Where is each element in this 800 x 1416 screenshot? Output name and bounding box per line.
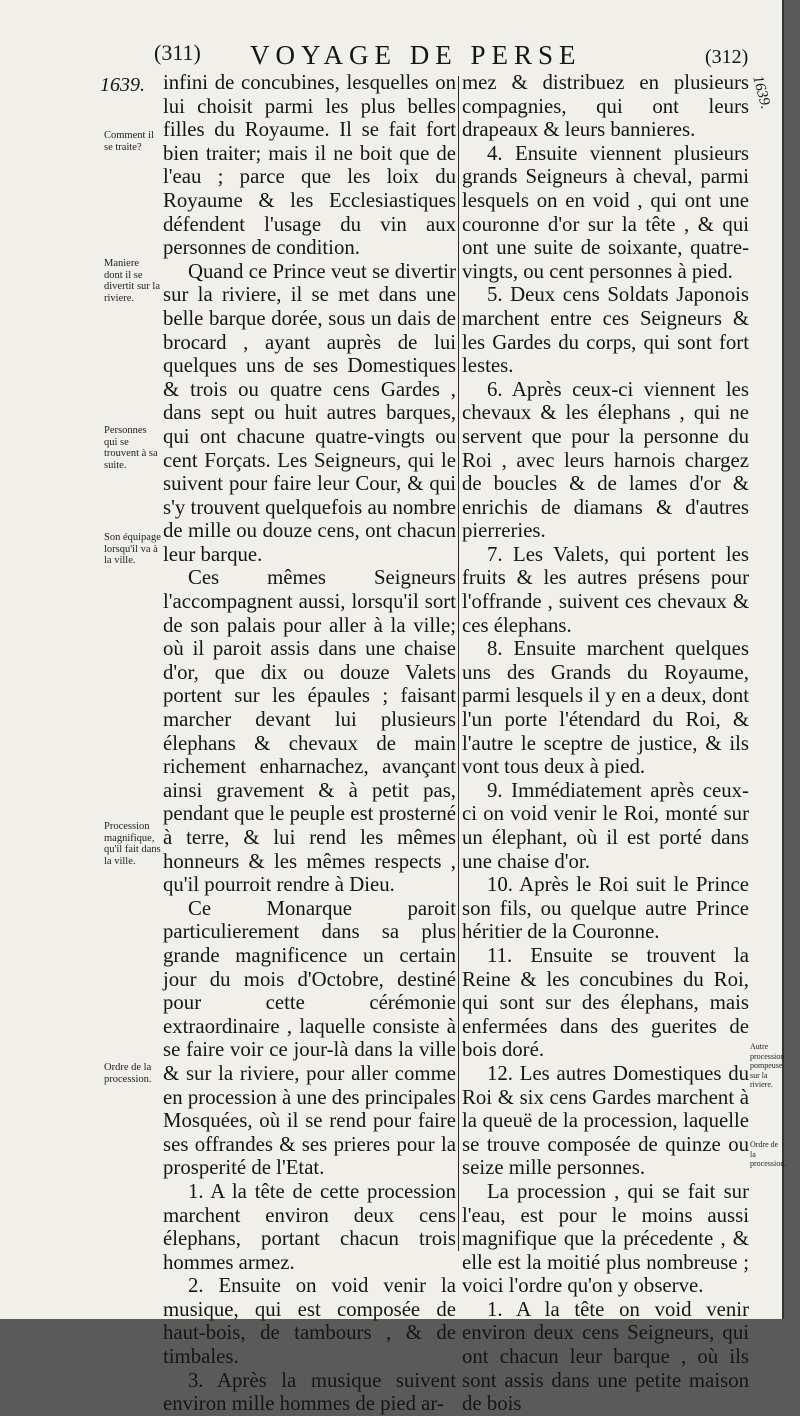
paragraph: 6. Après ceux-ci viennent les chevaux & les élephans , qui ne servent que pour la personne du Roi , avec leurs harnois chargez de boucles & de lames d'or & enrichis de diamans & d'autres pierreries.	[462, 377, 749, 543]
paragraph: 11. Ensuite se trouvent la Reine & les concubines du Roi, qui sont sur des élephans, mais enfermées dans des guerites de bois doré.	[462, 943, 749, 1062]
year-marker-left: 1639.	[100, 74, 145, 96]
paragraph: 10. Après le Roi suit le Prince son fils, ou quelque autre Prince héritier de la Couronne.	[462, 873, 749, 944]
paragraph: 1. A la tête on void venir environ deux cens Seigneurs, qui ont chacun leur barque , où ils sont assis dans une petite maison de bois	[462, 1297, 749, 1416]
margin-note-ordre-left: Ordre de la procession.	[104, 1062, 152, 1085]
paragraph: 8. Ensuite marchent quelques uns des Grands du Royaume, parmi lesquels il y en a deux, dont l'un porte l'étendard du Roi, & l'autre le sceptre de justice, & ils vont tous deux à pied.	[462, 637, 749, 779]
paragraph: 12. Les autres Domestiques du Roi & six cens Gardes marchent à la queuë de la procession, laquelle se trouve composée de quinze ou seize mille personnes.	[462, 1061, 749, 1180]
column-rule	[458, 76, 459, 1251]
paragraph: 1. A la tête de cette procession marchent environ deux cens élephans, portant chacun trois hommes armez.	[163, 1179, 456, 1274]
margin-note-ordre-right: Ordre de la procession.	[750, 1140, 787, 1168]
paragraph: 3. Après la musique suivent environ mille hommes de pied ar-	[163, 1368, 456, 1416]
year-marker-right: 1639.	[749, 74, 774, 111]
left-column	[163, 71, 456, 1416]
page-number-right: (312)	[705, 46, 749, 68]
paragraph: 2. Ensuite on void venir la musique, qui est composée de haut-bois, de tambours , & de timbales.	[163, 1274, 456, 1369]
margin-note-son-equipage: Son équipage lorsqu'il va à la ville.	[104, 532, 161, 566]
right-column	[462, 71, 749, 1416]
margin-note-comment: Comment il se traite?	[104, 130, 154, 153]
paragraph: 4. Ensuite viennent plusieurs grands Seigneurs à cheval, parmi lesquels on en void , qui ont une couronne d'or sur la tête , & qui ont une suite de soixante, quatre-vingts, ou cent personnes à pied.	[462, 141, 749, 283]
paragraph: 9. Immédiatement après ceux-ci on void venir le Roi, monté sur un élephant, où il est porté dans une chaise d'or.	[462, 778, 749, 873]
margin-note-personnes: Personnes qui se trouvent à sa suite.	[104, 425, 158, 471]
margin-note-autre: Autre procession pompeuse sur la riviere.	[750, 1042, 785, 1089]
paragraph: Ce Monarque paroit particulierement dans sa plus grande magnificence un certain jour du mois d'Octobre, destiné pour cette cérémonie extraordinaire , laquelle consiste à se faire voir ce jour-là dans la ville & sur la riviere, pour aller comme en procession à une des principales Mosquées, où il se rend pour faire ses offrandes & ses prieres pour la prosperité de l'Etat.	[163, 896, 456, 1180]
margin-note-procession: Procession magnifique, qu'il fait dans la ville.	[104, 821, 161, 867]
paragraph: La procession , qui se fait sur l'eau, est pour le moins aussi magnifique que la précedente , & elle est la moitié plus nombreuse ; voici l'ordre qu'on y observe.	[462, 1179, 749, 1298]
paragraph: mez & distribuez en plusieurs compagnies, qui ont leurs drapeaux & leurs bannieres.	[462, 71, 749, 142]
paragraph: infini de concubines, lesquelles on lui choisit parmi les plus belles filles du Royaume. Il se fait fort bien traiter; mais il ne boit que de l'eau ; parce que les loix du Royaume & les Ecclesiastiques défendent l'usage du vin aux personnes de condition.	[163, 71, 456, 260]
paragraph: Ces mêmes Seigneurs l'accompagnent aussi, lorsqu'il sort de son palais pour aller à la ville; où il paroit assis dans une chaise d'or, que dix ou douze Valets portent sur les épaules ; faisant marcher devant lui plusieurs élephans & chevaux de main richement enharnachez, avançant ainsi gravement & à petit pas, pendant que le peuple est prosterné à terre, & lui rend les mêmes honneurs & les mêmes respects , qu'il pourroit rendre à Dieu.	[163, 566, 456, 897]
paragraph: 7. Les Valets, qui portent les fruits & les autres présens pour l'offrande , suivent ces chevaux & ces élephans.	[462, 542, 749, 637]
page-header	[0, 38, 782, 72]
margin-note-maniere: Maniere dont il se divertit sur la riviere.	[104, 258, 160, 304]
page-number-left: (311)	[154, 40, 201, 65]
paragraph: 5. Deux cens Soldats Japonois marchent entre ces Seigneurs & les Gardes du corps, qui sont fort lestes.	[462, 283, 749, 378]
running-title: VOYAGE DE PERSE	[250, 40, 582, 70]
paragraph: Quand ce Prince veut se divertir sur la riviere, il se met dans une belle barque dorée, sous un dais de brocard , ayant auprès de lui quelques uns de ses Domestiques & trois ou quatre cens Gardes , dans sept ou huit autres barques, qui ont chacune quatre-vingts ou cent Forçats. Les Seigneurs, qui le suivent pour faire leur Cour, & qui s'y trouvent quelquefois au nombre de mille ou douze cens, ont chacun leur barque.	[163, 259, 456, 566]
